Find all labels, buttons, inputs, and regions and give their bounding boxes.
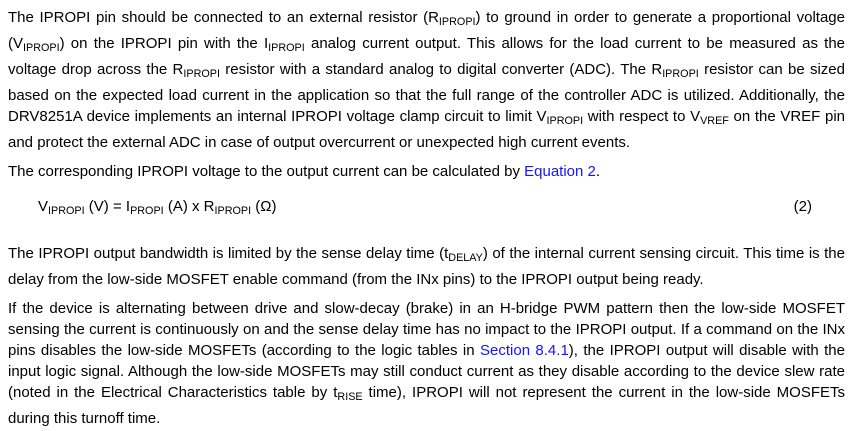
body-text: If the device is alternating between drive and slow-decay (brake) in an H-bridge PWM pattern then the low-side MOSFET sensing the current is continuously on and the sense delay time has no impact to the IPROPI output. If a command on the INx pins disables the low-side MOSFETs (according to the logic tables in (8, 300, 845, 360)
subscript-text: IPROPI (268, 42, 305, 55)
body-text: The IPROPI pin should be connected to an external resistor (R (8, 9, 439, 26)
body-text: resistor with a standard analog to digital converter (ADC). The R (220, 61, 663, 79)
subscript-text: PROPI (130, 205, 164, 218)
body-text: V (38, 198, 49, 216)
body-text: ) of the internal current sensing circuit. This time is the delay from the low-side MOSFET enable command (from the INx pins) to the IPROPI output being ready. (8, 245, 845, 289)
body-text: with respect to V (583, 108, 701, 126)
body-text: analog current output. This allows for the load current to be measured as the voltage drop across the R (8, 35, 846, 79)
body-text: time), IPROPI will not represent the current in the low-side MOSFETs during this turnoff time. (8, 384, 846, 428)
body-text: (V) = I (84, 198, 131, 216)
body-text: . (595, 163, 601, 181)
subscript-text: VREF (700, 115, 729, 128)
paragraph (8, 7, 845, 153)
subscript-text: IPROPI (214, 205, 252, 218)
paragraph (8, 298, 845, 429)
equation-2-link[interactable]: Equation 2 (524, 163, 596, 181)
body-text: on the VREF pin and protect the external ADC in case of output overcurrent or unexpected high current events. (8, 108, 845, 152)
document-body (8, 7, 845, 429)
subscript-text: IPROPI (438, 16, 476, 29)
body-text: ) on the IPROPI pin with the I (59, 35, 269, 53)
equation-number: (2) (793, 198, 812, 216)
section-8-4-1-link[interactable]: Section 8.4.1 (480, 342, 569, 360)
subscript-text: IPROPI (23, 42, 60, 55)
body-text: resistor can be sized based on the expected load current in the application so that the full range of the controller ADC is utilized. Additionally, the DRV8251A device implements an internal IPROPI voltage clamp circuit to limit V (8, 61, 845, 126)
subscript-text: DELAY (448, 252, 483, 265)
paragraph (8, 243, 845, 290)
body-text: (Ω) (251, 198, 277, 216)
body-text: The corresponding IPROPI voltage to the output current can be calculated by (8, 163, 525, 181)
equation-text (8, 196, 277, 222)
body-text: (A) x R (163, 198, 215, 216)
body-text: The IPROPI output bandwidth is limited by the sense delay time (t (8, 245, 449, 263)
subscript-text: RISE (337, 391, 363, 404)
subscript-text: IPROPI (662, 68, 699, 81)
body-text: ) to ground in order to generate a proportional voltage (V (8, 9, 845, 53)
subscript-text: IPROPI (546, 115, 584, 128)
body-text: ), the IPROPI output will disable with the input logic signal. Although the low-side MOSFETs may still conduct current as they disable according to the device slew rate (noted in the Electrical Characteristics table by t (8, 342, 845, 402)
subscript-text: IPROPI (183, 68, 220, 81)
paragraph (8, 161, 845, 182)
subscript-text: IPROPI (48, 205, 85, 218)
equation-block (8, 196, 845, 222)
